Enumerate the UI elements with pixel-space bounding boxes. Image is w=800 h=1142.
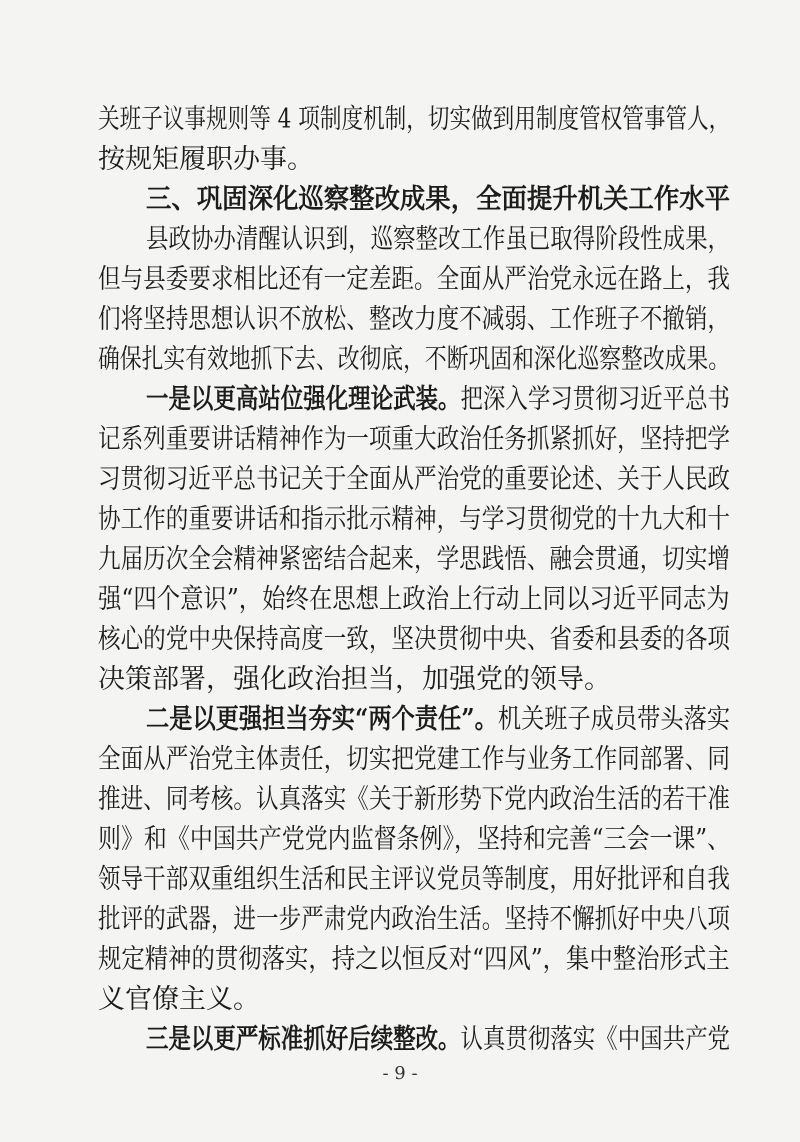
body-text-line: 全面从严治党主体责任，切实把党建工作与业务工作同部署、同 (98, 744, 730, 775)
body-text-line: 记系列重要讲话精神作为一项重大政治任务抓紧抓好，坚持把学 (98, 424, 730, 455)
body-text-line: 县政协办清醒认识到，巡察整改工作虽已取得阶段性成果， (146, 224, 730, 255)
body-text-line: 推进、同考核。认真落实《关于新形势下党内政治生活的若干准 (98, 784, 730, 815)
subheading-one: 一是以更高站位强化理论武装。 (146, 384, 461, 415)
body-text-line: 义官僚主义。 (98, 984, 260, 1015)
body-text-span: 机关班子成员带头落实 (497, 704, 731, 735)
body-text-line: 习贯彻习近平总书记关于全面从严治党的重要论述、关于人民政 (98, 464, 730, 495)
subheading-two: 二是以更强担当夯实“两个责任”。 (146, 704, 498, 735)
body-text-line: 强“四个意识”，始终在思想上政治上行动上同以习近平同志为 (98, 584, 730, 615)
paragraph-line (146, 383, 730, 417)
body-text-line: 规定精神的贯彻落实，持之以恒反对“四风”，集中整治形式主 (98, 944, 730, 975)
body-text-span: 认真贯彻落实《中国共产党 (460, 1024, 730, 1055)
body-text-line: 领导干部双重组织生活和民主评议党员等制度，用好批评和自我 (98, 864, 730, 895)
body-text-line: 则》和《中国共产党党内监督条例》，坚持和完善“三会一课”、 (98, 824, 731, 855)
body-text-span: 把深入学习贯彻习近平总书 (460, 384, 730, 415)
subheading-three: 三是以更严标准抓好后续整改。 (146, 1024, 461, 1055)
body-text-line: 们将坚持思想认识不放松、整改力度不减弱、工作班子不撤销， (98, 304, 730, 335)
page-number: - 9 - (382, 1063, 418, 1084)
body-text-line: 批评的武器，进一步严肃党内政治生活。坚持不懈抓好中央八项 (98, 904, 730, 935)
body-text-line: 核心的党中央保持高度一致，坚决贯彻中央、省委和县委的各项 (98, 624, 730, 655)
section-heading: 三、巩固深化巡察整改成果，全面提升机关工作水平 (146, 184, 730, 215)
body-text-line: 确保扎实有效地抓下去、改彻底，不断巩固和深化巡察整改成果。 (98, 344, 730, 375)
body-text-line: 决策部署，强化政治担当，加强党的领导。 (98, 664, 611, 695)
body-text-line: 但与县委要求相比还有一定差距。全面从严治党永远在路上，我 (98, 264, 730, 295)
body-text-line: 关班子议事规则等 4 项制度机制，切实做到用制度管权管事管人， (98, 104, 731, 135)
body-text-line: 九届历次全会精神紧密结合起来，学思践悟、融会贯通，切实增 (98, 544, 730, 575)
paragraph-line (146, 703, 730, 737)
paragraph-line (146, 1023, 730, 1057)
body-text-line: 协工作的重要讲话和指示批示精神，与学习贯彻党的十九大和十 (98, 504, 730, 535)
body-text-line: 按规矩履职办事。 (98, 144, 314, 175)
